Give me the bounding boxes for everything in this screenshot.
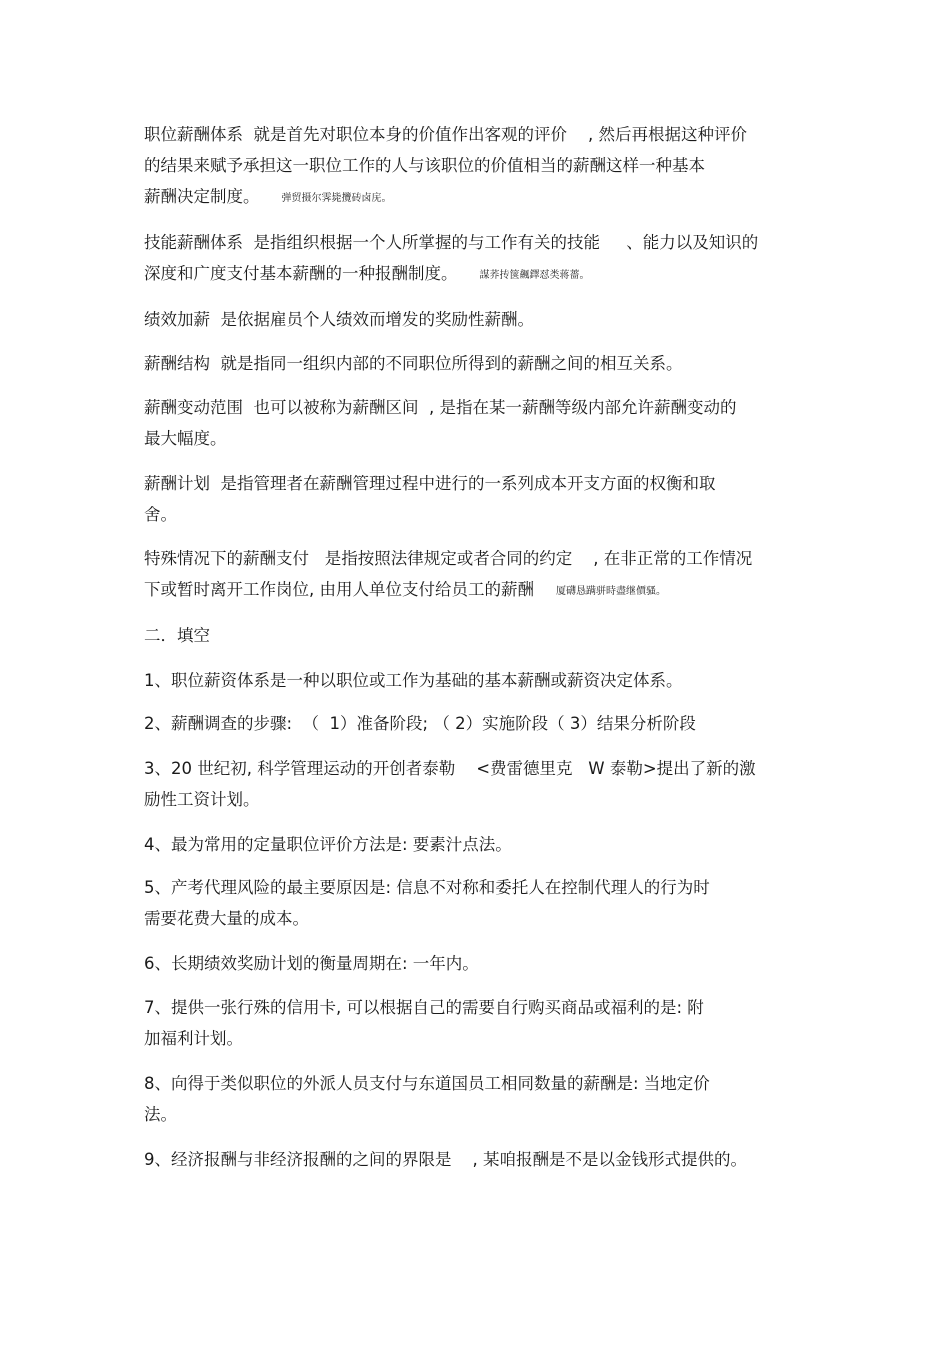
text-line: 3、20 世纪初, 科学管理运动的开创者泰勒 <费雷德里克 W 泰勒>提出了新的激 — [144, 759, 756, 778]
fill-blank-item-4 — [144, 829, 806, 860]
definition-special-pay — [144, 543, 806, 607]
text-line: 技能薪酬体系 是指组织根据一个人所掌握的与工作有关的技能 、能力以及知识的 — [144, 233, 759, 252]
text-line: 2、薪酬调查的步骤: （ 1）准备阶段; （ 2）实施阶段（ 3）结果分析阶段 — [144, 714, 696, 733]
fill-blank-item-3 — [144, 753, 806, 815]
section-title-text: 二．填空 — [144, 626, 210, 645]
text-line: 舍。 — [144, 505, 177, 524]
fill-blank-item-9 — [144, 1144, 806, 1175]
text-line: 励性工资计划。 — [144, 790, 260, 809]
fill-blank-item-7 — [144, 992, 806, 1054]
text-line-with-noise — [144, 258, 806, 291]
text-line: 需要花费大量的成本。 — [144, 909, 309, 928]
text-line: 薪酬结构 就是指同一组织内部的不同职位所得到的薪酬之间的相互关系。 — [144, 354, 683, 373]
text-line: 最大幅度。 — [144, 429, 227, 448]
garbled-watermark-text: 謀荞抟箧飆鐸怼类蒋薔。 — [479, 270, 590, 281]
text-line: 8、向得于类似职位的外派人员支付与东道国员工相同数量的薪酬是: 当地定价 — [144, 1074, 710, 1093]
fill-blank-item-5 — [144, 872, 806, 934]
text-line-with-noise — [144, 574, 806, 607]
text-line: 的结果来赋予承担这一职位工作的人与该职位的价值相当的薪酬这样一种基本 — [144, 156, 705, 175]
fill-blank-item-8 — [144, 1068, 806, 1130]
section-title — [144, 620, 806, 651]
text-line: 职位薪酬体系 就是首先对职位本身的价值作出客观的评价 , 然后再根据这种评价 — [144, 125, 747, 144]
definition-pay-structure — [144, 348, 806, 379]
text-line: 深度和广度支付基本薪酬的一种报酬制度。 — [144, 264, 458, 283]
text-line: 薪酬变动范围 也可以被称为薪酬区间 , 是指在某一薪酬等级内部允许薪酬变动的 — [144, 398, 737, 417]
definition-pay-plan — [144, 468, 806, 530]
text-line: 4、最为常用的定量职位评价方法是: 要素汁点法。 — [144, 835, 512, 854]
garbled-watermark-text: 厦礴恳蹒骈時盡继價骚。 — [556, 586, 666, 597]
text-line: 1、职位薪资体系是一种以职位或工作为基础的基本薪酬或薪资决定体系。 — [144, 671, 683, 690]
definition-job-based-pay — [144, 119, 806, 214]
text-line: 法。 — [144, 1105, 177, 1124]
text-line: 加福利计划。 — [144, 1029, 243, 1048]
definition-pay-range — [144, 392, 806, 454]
fill-blank-item-6 — [144, 948, 806, 979]
text-line: 9、经济报酬与非经济报酬的之间的界限是 , 某咱报酬是不是以金钱形式提供的。 — [144, 1150, 747, 1169]
definition-merit-pay — [144, 304, 806, 335]
text-line-with-noise — [144, 181, 806, 214]
text-line: 薪酬计划 是指管理者在薪酬管理过程中进行的一系列成本开支方面的权衡和取 — [144, 474, 716, 493]
garbled-watermark-text: 弹贸摄尔霁毙攬砖卤庑。 — [281, 193, 392, 204]
text-line: 薪酬决定制度。 — [144, 187, 260, 206]
fill-blank-item-2 — [144, 708, 806, 739]
text-line: 7、提供一张行殊的信用卡, 可以根据自己的需要自行购买商品或福利的是: 附 — [144, 998, 704, 1017]
text-line: 5、产考代理风险的最主要原因是: 信息不对称和委托人在控制代理人的行为时 — [144, 878, 710, 897]
text-line: 特殊情况下的薪酬支付 是指按照法律规定或者合同的约定 , 在非正常的工作情况 — [144, 549, 753, 568]
fill-blank-item-1 — [144, 665, 806, 696]
definition-skill-based-pay — [144, 227, 806, 291]
text-line: 6、长期绩效奖励计划的衡量周期在: 一年内。 — [144, 954, 479, 973]
text-line: 绩效加薪 是依据雇员个人绩效而增发的奖励性薪酬。 — [144, 310, 534, 329]
text-line: 下或暂时离开工作岗位, 由用人单位支付给员工的薪酬 — [144, 580, 534, 599]
